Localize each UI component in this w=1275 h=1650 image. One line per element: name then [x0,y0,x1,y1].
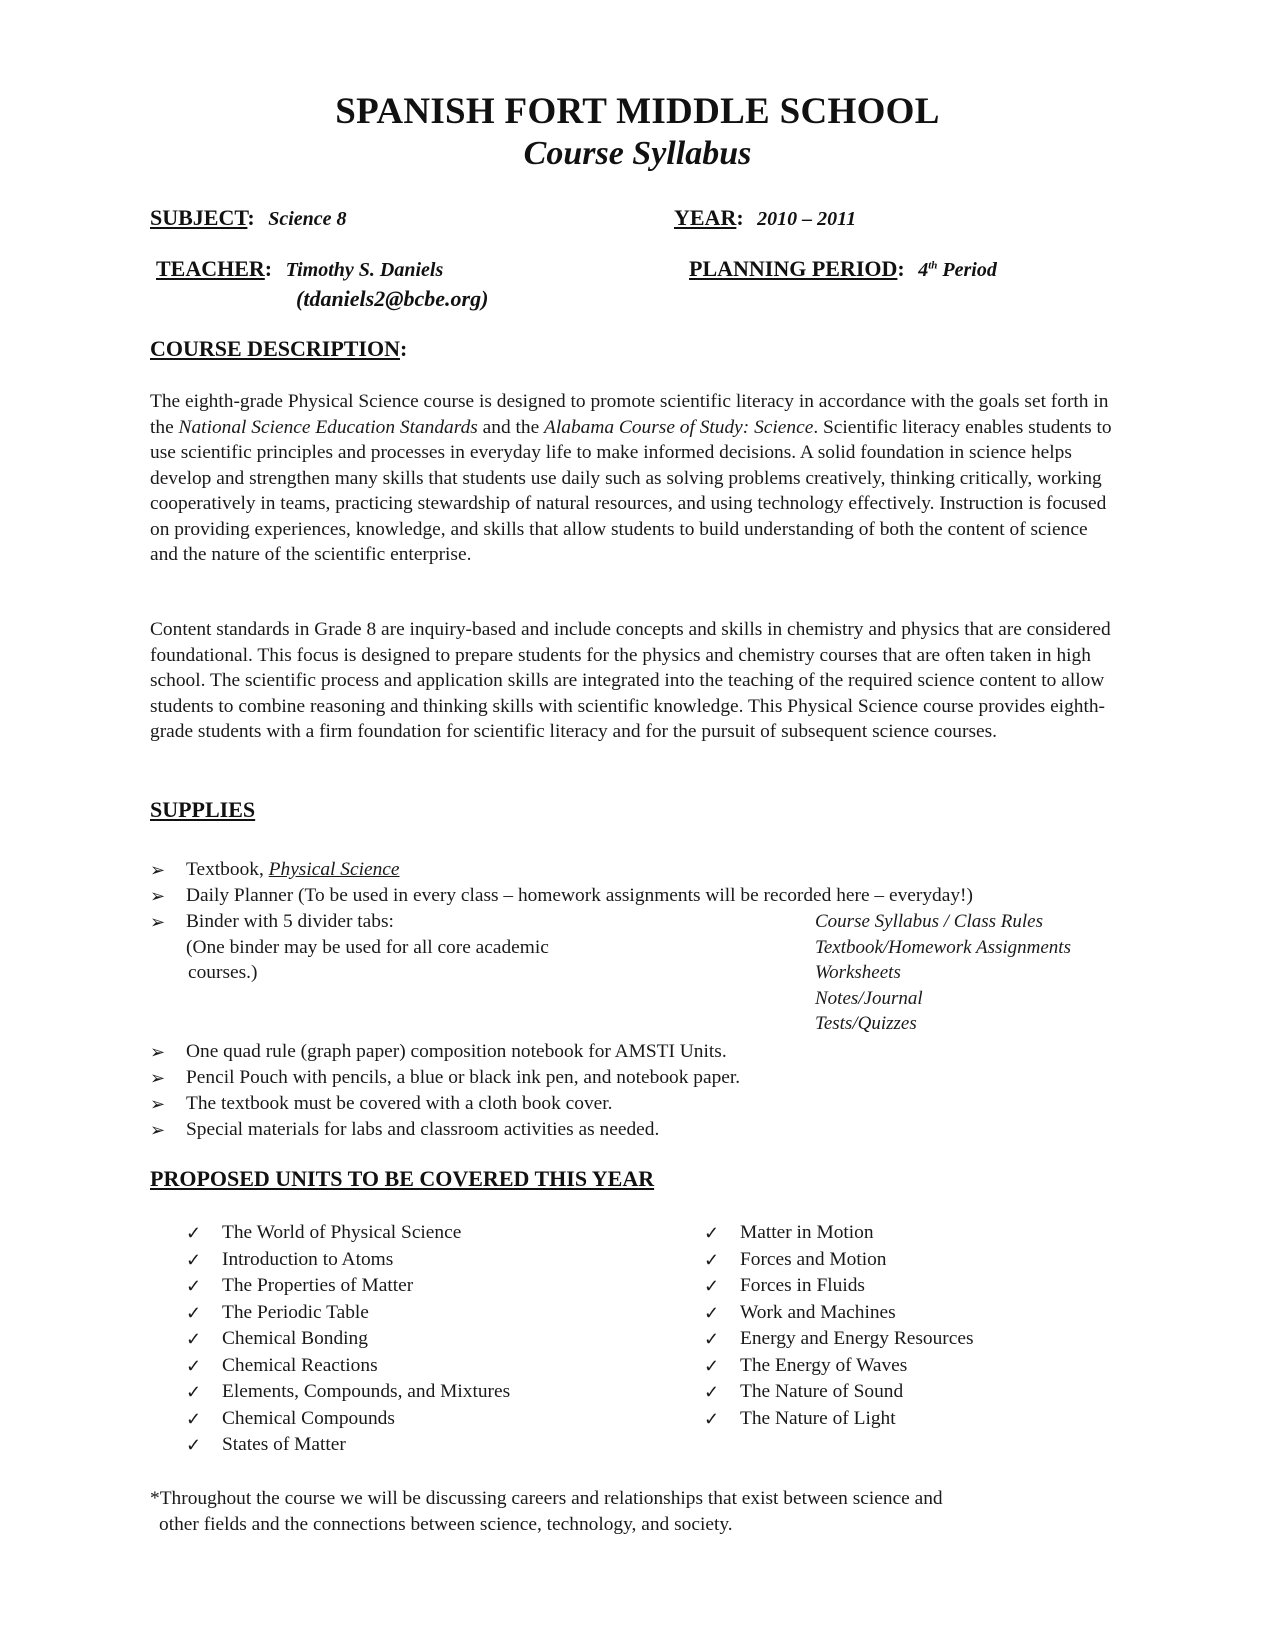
units-heading: PROPOSED UNITS TO BE COVERED THIS YEAR [150,1166,655,1191]
arrow-bullet-icon: ➢ [150,1094,166,1114]
checkmark-icon: ✓ [704,1302,720,1323]
subject-field: SUBJECT: Science 8 [150,205,347,230]
planning-field: PLANNING PERIOD: 4th Period [689,256,997,281]
checkmark-icon: ✓ [704,1276,720,1296]
binder-tab: Notes/Journal [815,987,923,1009]
subject-label: SUBJECT [150,205,248,230]
teacher-label: TEACHER [156,256,265,281]
checkmark-icon: ✓ [186,1355,202,1376]
checkmark-icon: ✓ [186,1408,202,1429]
checkmark-icon: ✓ [186,1302,202,1323]
supplies-heading: SUPPLIES [150,797,256,822]
list-item: ➢ Daily Planner (To be used in every class – homework assignments will be recorded here – everyday!) [150,883,1150,909]
checkmark-icon: ✓ [186,1382,202,1402]
list-item: ➢ Pencil Pouch with pencils, a blue or black ink pen, and notebook paper. [150,1065,1150,1091]
teacher-email: (tdaniels2@bcbe.org) [296,286,489,311]
arrow-bullet-icon: ➢ [150,860,166,880]
list-item: ➢ One quad rule (graph paper) composition notebook for AMSTI Units. [150,1039,1150,1065]
school-name: SPANISH FORT MIDDLE SCHOOL [335,91,940,132]
binder-tab: Tests/Quizzes [815,1013,917,1034]
list-item: ➢ Textbook, Physical Science [150,857,1150,883]
binder-tab: Worksheets [815,962,901,983]
planning-value: 4th Period [918,259,997,281]
arrow-bullet-icon: ➢ [150,1120,166,1140]
checkmark-icon: ✓ [704,1408,720,1429]
checkmark-icon: ✓ [186,1329,202,1349]
year-value: 2010 – 2011 [757,208,857,230]
checkmark-icon: ✓ [186,1223,202,1243]
checkmark-icon: ✓ [704,1355,720,1376]
binder-tab: Course Syllabus / Class Rules [815,911,1044,932]
course-description-paragraph-2: Content standards in Grade 8 are inquiry-based and include concepts and skills in chemistry and physics that are considered foundational. This focus is designed to prepare students for the physics and chemistry courses that are often taken in high school. The scientific process and application skills are integrated into the teaching of the required science content to allow students to combine reasoning and thinking skills with scientific knowledge. This Physical Science course provides eighth-grade students with a firm foundation for scientific literacy and for the pursuit of subsequent science courses. [150,619,1111,742]
syllabus-page: SPANISH FORT MIDDLE SCHOOL Course Syllabus SUBJECT: Science 8 YEAR: 2010 – 2011 TEACHER: Timothy S. Daniels (tdaniels2@bcbe.org) PLANNING PERIOD: 4th Period COURSE DESCRIPTION: The eighth-grade Physical Science course is designed to promote scientific literacy in accordance with the goals set forth in the National Science Education Standards and the Alabama Course of Study: Science. Scientific literacy enables students to use scientific principles and processes in everyday life to make informed decisions. A solid foundation in science helps develop and strengthen many skills that students use daily such as solving problems creatively, thinking critically, working cooperatively in teams, practicing stewardship of natural resources, and using technology effectively. Instruction is focused on providing experiences, knowledge, and skills that allow students to build understanding of both the content of science and the nature of the scientific enterprise. Content standards in Grade 8 are inquiry-based and include concepts and skills in chemistry and physics that are considered foundational. This focus is designed to prepare students for the physics and chemistry courses that are often taken in high school. The scientific process and application skills are integrated into the teaching of the required science content to allow students to combine reasoning and thinking skills with scientific knowledge. This Physical Science course provides eighth-grade students with a firm foundation for scientific literacy and for the pursuit of subsequent science courses. SUPPLIES ➢ Textbook, Physical Science ➢ Daily Planner (To be used in every class – homework assignments will be recorded here – everyday!) ➢ Binder with 5 divider tabs: (One binder may be used for all core academic courses.) Course Syllabus / Class Rules Textbook/Homework Assignments Worksheets Notes/Journal Tests/Quizzes ➢ One quad rule (graph paper) composition notebook for AMSTI Units. ➢ Pencil Pouch with pencils, a blue or black ink pen, and notebook paper. ➢ The textbook must be covered with a cloth book cover. ➢ Special materials for labs and classroom activities as needed. PROPOSED UNITS TO BE COVERED THIS YEAR ✓ The World of Physical Science ✓ Introduction to Atoms ✓ The Properties of Matter ✓ The Periodic Table ✓ Chemical Bonding ✓ Chemical Reactions ✓ Elements, Compounds, and Mixtures ✓ Chemical Compounds ✓ States of Matter ✓ Matter in Motion ✓ Forces and Motion ✓ Forces in Fluids ✓ Work and Machines ✓ Energy and Energy Resources ✓ The Energy of Waves ✓ The Nature of Sound ✓ The Nature of Light *Throughout the course we will be discussing careers and relationships that exist between science and other fields and the connections between science, technology, and society. [0,0,1275,1650]
list-item: ➢ Special materials for labs and classroom activities as needed. [150,1117,1150,1143]
textbook-title: Physical Science [268,859,400,880]
arrow-bullet-icon: ➢ [150,912,166,932]
footnote-line-1: *Throughout the course we will be discussing careers and relationships that exist between science and [150,1488,943,1509]
arrow-bullet-icon: ➢ [150,1068,166,1088]
checkmark-icon: ✓ [704,1249,720,1270]
checkmark-icon: ✓ [186,1249,202,1270]
checkmark-icon: ✓ [704,1223,720,1243]
checkmark-icon: ✓ [186,1435,202,1455]
binder-note: (One binder may be used for all core academic [186,937,549,958]
subject-value: Science 8 [268,208,347,230]
checkmark-icon: ✓ [704,1382,720,1402]
binder-tabs-list [815,909,1071,1037]
checkmark-icon: ✓ [186,1276,202,1296]
supplies-list [150,857,1150,1143]
footnote-line-2: other fields and the connections between science, technology, and society. [159,1513,733,1535]
teacher-field: TEACHER: Timothy S. Daniels [156,256,444,281]
planning-label: PLANNING PERIOD [689,256,898,281]
list-item-binder: ➢ Binder with 5 divider tabs: (One binder may be used for all core academic courses.) Course Syllabus / Class Rules Textbook/Homework Assignments Worksheets Notes/Journal Tests/Quizzes [150,909,1150,1039]
arrow-bullet-icon: ➢ [150,886,166,906]
year-label: YEAR [674,205,737,230]
binder-tab: Textbook/Homework Assignments [815,936,1071,958]
binder-note: courses.) [188,962,258,983]
checkmark-icon: ✓ [704,1329,720,1349]
arrow-bullet-icon: ➢ [150,1042,166,1062]
document-title: Course Syllabus [523,135,752,172]
course-description-heading: COURSE DESCRIPTION: [150,336,408,361]
course-description-paragraph-1: The eighth-grade Physical Science course is designed to promote scientific literacy in accordance with the goals set forth in the National Science Education Standards and the Alabama Course of Study: Science. Scientific literacy enables students to use scientific principles and processes in everyday life to make informed decisions. A solid foundation in science helps develop and strengthen many skills that students use daily such as solving problems creatively, thinking critically, working cooperatively in teams, practicing stewardship of natural resources, and using technology effectively. Instruction is focused on providing experiences, knowledge, and skills that allow students to build understanding of both the content of science and the nature of the scientific enterprise. [150,391,1112,565]
teacher-value: Timothy S. Daniels [285,259,444,281]
list-item: ➢ The textbook must be covered with a cloth book cover. [150,1091,1150,1117]
footnote [150,1486,1110,1537]
year-field: YEAR: 2010 – 2011 [674,205,857,230]
